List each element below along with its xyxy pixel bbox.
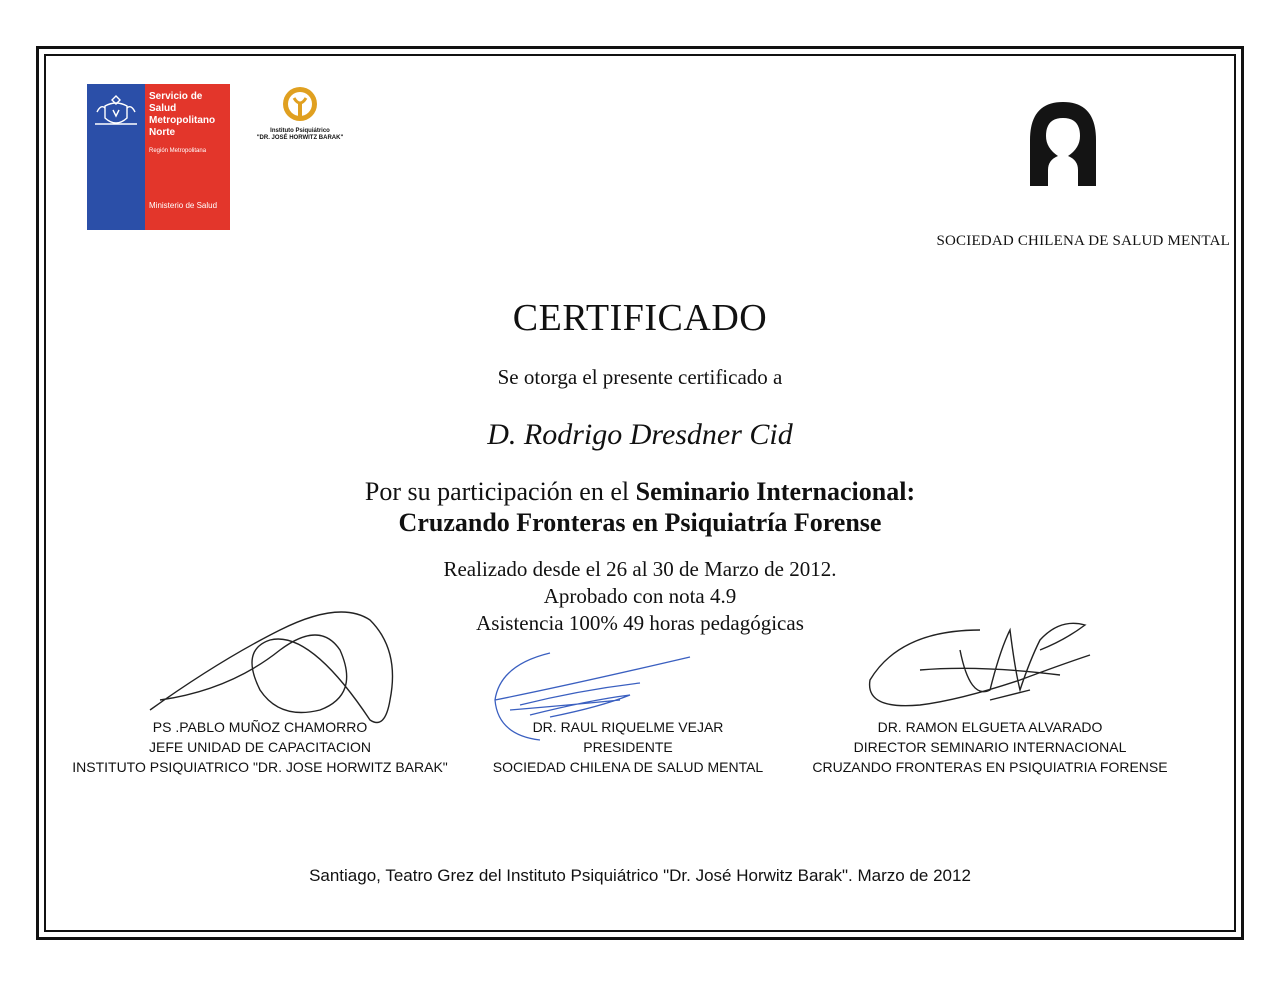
institute-name-line2: "DR. JOSÉ HORWITZ BARAK" <box>256 135 344 141</box>
seminar-label: Seminario Internacional: <box>635 477 916 506</box>
government-logo <box>87 84 230 230</box>
footer-text: Santiago, Teatro Grez del Instituto Psiquiátrico "Dr. José Horwitz Barak". Marzo de 2012 <box>309 866 971 885</box>
signatory-3-org: CRUZANDO FRONTERAS EN PSIQUIATRIA FORENSE <box>812 759 1168 775</box>
signatory-1-role: JEFE UNIDAD DE CAPACITACION <box>149 739 371 755</box>
signature-3 <box>860 610 1100 725</box>
signatory-2-role: PRESIDENTE <box>583 739 673 755</box>
recipient-name: D. Rodrigo Dresdner Cid <box>487 418 793 451</box>
participation-prefix: Por su participación en el <box>364 477 630 506</box>
society-logo <box>1028 100 1098 188</box>
certificate-title: CERTIFICADO <box>512 297 768 339</box>
ministry-name: Ministerio de Salud <box>149 201 218 210</box>
dates-text: Realizado desde el 26 al 30 de Marzo de 2012. <box>443 557 837 581</box>
seminar-name: Cruzando Fronteras en Psiquiatría Forense <box>398 508 882 537</box>
signatory-3-name: DR. RAMON ELGUETA ALVARADO <box>877 719 1103 735</box>
institute-emblem-icon <box>280 84 320 124</box>
society-emblem-icon <box>1028 100 1098 188</box>
grant-text: Se otorga el presente certificado a <box>497 365 783 389</box>
institute-logo <box>245 84 355 154</box>
participation-text <box>0 476 1280 538</box>
institute-name-line1: Instituto Psiquiátrico <box>270 128 330 134</box>
signatory-2-org: SOCIEDAD CHILENA DE SALUD MENTAL <box>492 759 764 775</box>
signatory-2-name: DR. RAUL RIQUELME VEJAR <box>532 719 724 735</box>
service-name: Servicio de Salud Metropolitano Norte <box>149 91 216 138</box>
signatory-3-role: DIRECTOR SEMINARIO INTERNACIONAL <box>853 739 1127 755</box>
government-logo-blue-panel <box>87 84 145 230</box>
signatory-1-org: INSTITUTO PSIQUIATRICO "DR. JOSE HORWITZ BARAK" <box>72 759 448 775</box>
region-name: Región Metropolitana <box>149 148 207 154</box>
society-name: SOCIEDAD CHILENA DE SALUD MENTAL <box>936 233 1230 249</box>
grade-text: Aprobado con nota 4.9 <box>543 584 737 608</box>
signatory-1-name: PS .PABLO MUÑOZ CHAMORRO <box>152 719 368 735</box>
signatory-1 <box>60 717 460 777</box>
signatory-2 <box>478 717 778 777</box>
coat-of-arms-icon <box>87 90 145 140</box>
signatory-3 <box>790 717 1190 777</box>
attendance-text: Asistencia 100% 49 horas pedagógicas <box>476 611 804 635</box>
